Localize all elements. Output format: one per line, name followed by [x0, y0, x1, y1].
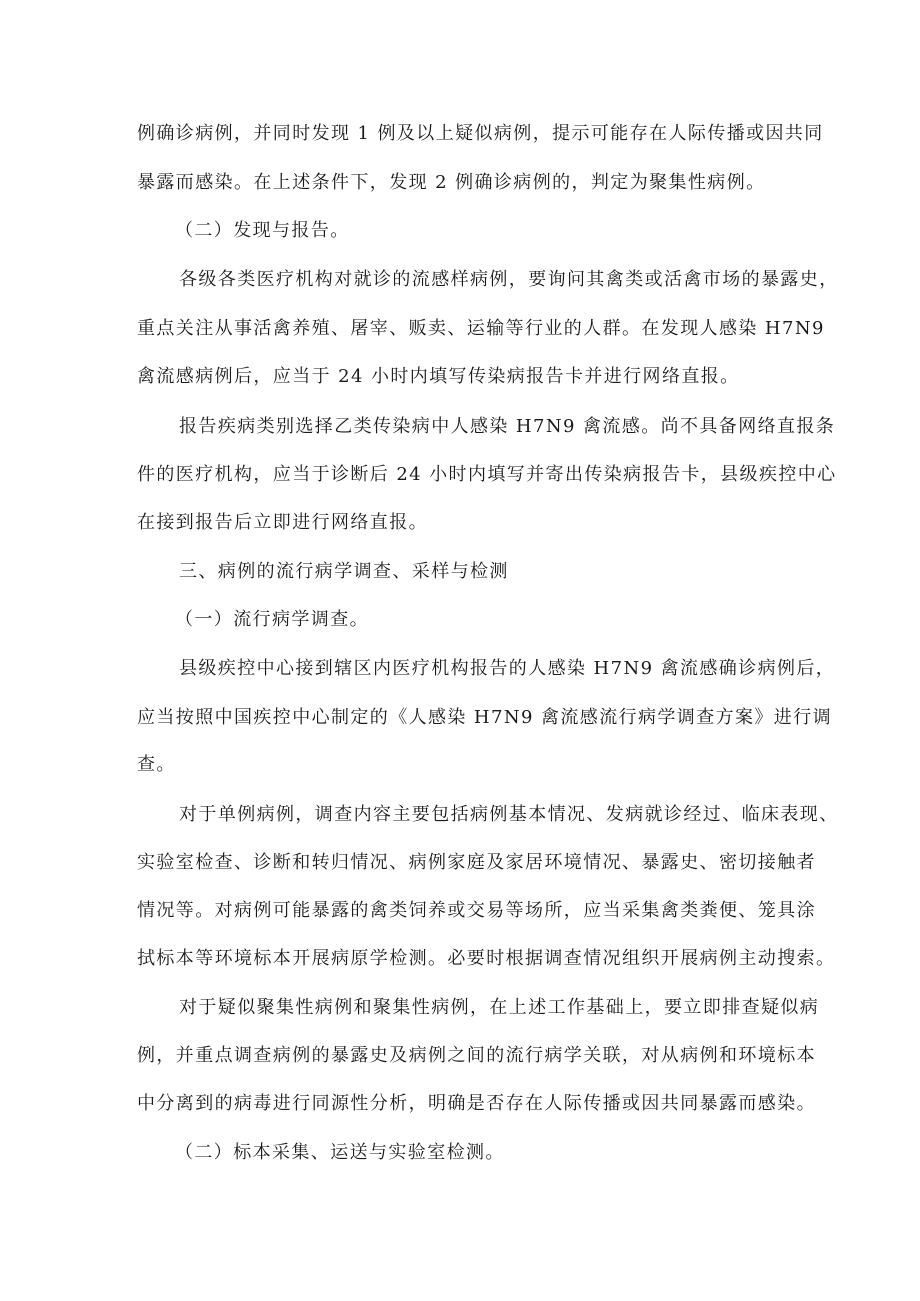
- paragraph-start: 各级各类医疗机构对就诊的流感样病例，要询问其禽类或活禽市场的暴露史，: [179, 269, 839, 290]
- text-line: 禽流感病例后，应当于 24 小时内填写传染病报告卡并进行网络直报。: [137, 366, 740, 387]
- paragraph-start: 对于单例病例，调查内容主要包括病例基本情况、发病就诊经过、临床表现、: [179, 804, 839, 825]
- paragraph-start: 报告疾病类别选择乙类传染病中人感染 H7N9 禽流感。尚不具备网络直报条: [179, 416, 836, 437]
- paragraph-start: 县级疾控中心接到辖区内医疗机构报告的人感染 H7N9 禽流感确诊病例后，: [179, 658, 836, 679]
- section-heading: 三、病例的流行病学调查、采样与检测: [179, 561, 509, 582]
- subsection-heading: （一）流行病学调查。: [175, 609, 369, 630]
- paragraph-start: 对于疑似聚集性病例和聚集性病例，在上述工作基础上，要立即排查疑似病: [179, 997, 820, 1018]
- text-line: 在接到报告后立即进行网络直报。: [137, 512, 428, 533]
- text-line: 重点关注从事活禽养殖、屠宰、贩卖、运输等行业的人群。在发现人感染 H7N9: [137, 318, 825, 339]
- text-line: 应当按照中国疾控中心制定的《人感染 H7N9 禽流感流行病学调查方案》进行调: [137, 707, 832, 728]
- text-line: 例，并重点调查病例的暴露史及病例之间的流行病学关联，对从病例和环境标本: [137, 1045, 816, 1066]
- text-line: 情况等。对病例可能暴露的禽类饲养或交易等场所，应当采集禽类粪便、笼具涂: [137, 900, 816, 921]
- text-line: 件的医疗机构，应当于诊断后 24 小时内填写并寄出传染病报告卡，县级疾控中心: [137, 464, 837, 485]
- text-line: 中分离到的病毒进行同源性分析，明确是否存在人际传播或因共同暴露而感染。: [137, 1093, 816, 1114]
- text-line: 实验室检查、诊断和转归情况、病例家庭及家居环境情况、暴露史、密切接触者: [137, 852, 816, 873]
- text-line: 暴露而感染。在上述条件下，发现 2 例确诊病例的，判定为聚集性病例。: [137, 172, 766, 193]
- text-line: 拭标本等环境标本开展病原学检测。必要时根据调查情况组织开展病例主动搜索。: [137, 948, 836, 969]
- text-line: 例确诊病例，并同时发现 1 例及以上疑似病例，提示可能存在人际传播或因共同: [137, 123, 824, 144]
- text-line: 查。: [137, 754, 176, 775]
- subsection-heading: （二）标本采集、运送与实验室检测。: [175, 1142, 505, 1163]
- section-heading: （二）发现与报告。: [175, 220, 350, 241]
